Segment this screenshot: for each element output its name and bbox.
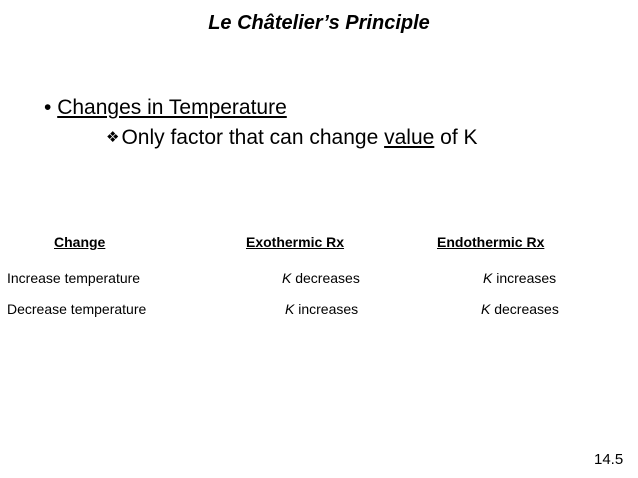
slide-title: Le Châtelier’s Principle <box>208 12 430 34</box>
column-header-exothermic: Exothermic Rx <box>246 234 345 250</box>
k-symbol: K <box>481 301 491 317</box>
column-header-change: Change <box>54 234 106 250</box>
row-increase-endothermic <box>483 270 556 286</box>
effect-text: decreases <box>490 301 559 317</box>
k-symbol: K <box>483 270 493 286</box>
sub-bullet-text-after: of K <box>434 126 478 149</box>
bullet-marker: • <box>44 96 52 119</box>
sub-bullet-text-before: Only factor that can change <box>121 126 385 149</box>
sub-bullet-value-of-k <box>106 126 478 150</box>
bullet-heading: Changes in Temperature <box>57 96 287 119</box>
row-increase-change: Increase temperature <box>7 270 141 286</box>
slide-number: 14.5 <box>594 451 624 468</box>
k-symbol: K <box>285 301 295 317</box>
row-increase-exothermic <box>282 270 360 286</box>
effect-text: decreases <box>291 270 360 286</box>
bullet-temperature <box>44 96 287 120</box>
row-decrease-change: Decrease temperature <box>7 301 147 317</box>
effect-text: increases <box>294 301 359 317</box>
effect-text: increases <box>492 270 557 286</box>
row-decrease-endothermic <box>481 301 559 317</box>
row-decrease-exothermic <box>285 301 358 317</box>
diamond-bullet-icon: ❖ <box>106 129 120 146</box>
k-symbol: K <box>282 270 292 286</box>
column-header-endothermic: Endothermic Rx <box>437 234 545 250</box>
sub-bullet-underlined: value <box>384 126 435 149</box>
